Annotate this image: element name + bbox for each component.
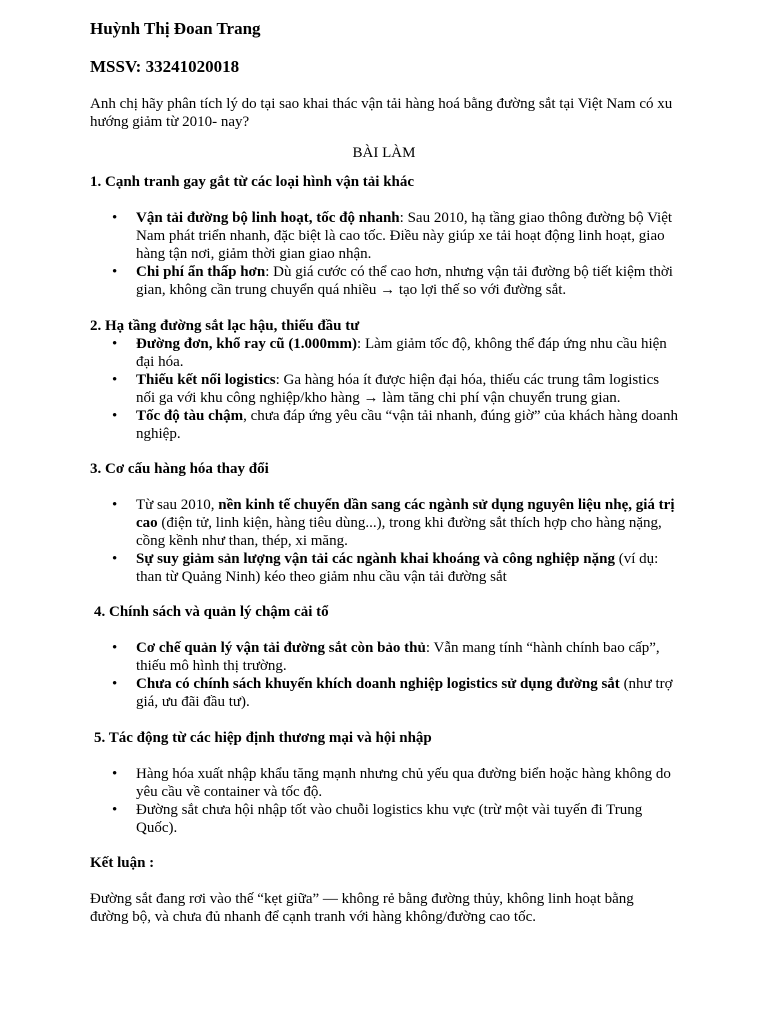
list-item	[90, 407, 680, 443]
list-item-bold: Đường đơn, khổ ray cũ (1.000mm)	[136, 336, 358, 352]
list-item	[90, 335, 680, 371]
section-4-list	[90, 639, 680, 711]
list-item-bold: Thiếu kết nối logistics	[136, 372, 276, 388]
list-item	[90, 801, 680, 837]
list-item-text: , chưa đáp ứng yêu cầu “vận tải nhanh, đúng giờ” của khách hàng doanh nghiệp.	[136, 408, 678, 442]
bai-lam-title: BÀI LÀM	[352, 145, 416, 161]
student-id: MSSV: 33241020018	[90, 57, 240, 76]
list-item-text: : Ga hàng hóa ít được hiện đại hóa, thiếu các trung tâm logistics nối ga với khu công nghiệp/kho hàng → làm tăng chi phí vận chuyển trung gian.	[136, 372, 660, 406]
list-item	[90, 371, 680, 407]
list-item	[90, 263, 680, 299]
section-5-heading: 5. Tác động từ các hiệp định thương mại và hội nhập	[94, 730, 432, 746]
section-5-list	[90, 765, 680, 837]
section-2-heading: 2. Hạ tầng đường sắt lạc hậu, thiếu đầu tư	[90, 318, 360, 334]
list-item-bold: Cơ chế quản lý vận tải đường sắt còn bảo thủ	[136, 640, 426, 656]
list-item-text: : Vẫn mang tính “hành chính bao cấp”, thiếu mô hình thị trường.	[136, 640, 660, 674]
list-item-text: (điện tử, linh kiện, hàng tiêu dùng...), trong khi đường sắt thích hợp cho hàng nặng, cồng kềnh như than, thép, xi măng.	[136, 515, 662, 549]
list-item-bold: Chưa có chính sách khuyến khích doanh nghiệp logistics sử dụng đường sắt	[136, 676, 620, 692]
list-item-bold: nền kinh tế chuyển dần sang các ngành sử dụng nguyên liệu nhẹ, giá trị cao	[136, 497, 675, 531]
section-2-list	[90, 335, 680, 443]
section-1-heading: 1. Cạnh tranh gay gắt từ các loại hình vận tải khác	[90, 174, 415, 190]
list-item-text: (như trợ giá, ưu đãi đầu tư).	[136, 676, 673, 710]
list-item-bold: Vận tải đường bộ linh hoạt, tốc độ nhanh	[136, 210, 400, 226]
list-item	[90, 496, 680, 550]
list-item-bold: Chi phí ẩn thấp hơn	[136, 264, 266, 280]
list-item	[90, 639, 680, 675]
list-item-prefix: Từ sau 2010,	[136, 497, 219, 513]
list-item	[90, 209, 680, 263]
author-name: Huỳnh Thị Đoan Trang	[90, 19, 261, 38]
section-3-list	[90, 496, 680, 586]
section-1-list	[90, 209, 680, 299]
list-item-text: : Làm giảm tốc độ, không thể đáp ứng nhu cầu hiện đại hóa.	[136, 336, 667, 370]
list-item	[90, 765, 680, 801]
list-item	[90, 550, 680, 586]
list-item-text: : Dù giá cước có thể cao hơn, nhưng vận tải đường bộ tiết kiệm thời gian, không cần trung chuyển quá nhiều → tạo lợi thế so với đường sắt.	[136, 264, 673, 298]
list-item-bold: Sự suy giảm sản lượng vận tải các ngành khai khoáng và công nghiệp nặng	[136, 551, 615, 567]
conclusion-heading: Kết luận :	[90, 855, 155, 871]
list-item-bold: Tốc độ tàu chậm	[136, 408, 244, 424]
conclusion-text: Đường sắt đang rơi vào thế “kẹt giữa” — không rẻ bằng đường thủy, không linh hoạt bằng đường bộ, và chưa đủ nhanh để cạnh tranh với hàng không/đường cao tốc.	[90, 891, 634, 925]
list-item-text: Đường sắt chưa hội nhập tốt vào chuỗi logistics khu vực (trừ một vài tuyến đi Trung Quốc).	[136, 802, 643, 836]
section-3-heading: 3. Cơ cấu hàng hóa thay đổi	[90, 461, 269, 477]
list-item-text: : Sau 2010, hạ tầng giao thông đường bộ Việt Nam phát triển nhanh, đặc biệt là cao tốc. Điều này giúp xe tải hoạt động linh hoạt, giao hàng tận nơi, giảm thời gian giao nhận.	[136, 210, 673, 262]
list-item-text: (ví dụ: than từ Quảng Ninh) kéo theo giảm nhu cầu vận tải đường sắt	[136, 551, 659, 585]
list-item	[90, 675, 680, 711]
question-text: Anh chị hãy phân tích lý do tại sao khai thác vận tải hàng hoá bằng đường sắt tại Việt Nam có xu hướng giảm từ 2010- nay?	[90, 96, 673, 130]
list-item-text: Hàng hóa xuất nhập khẩu tăng mạnh nhưng chủ yếu qua đường biển hoặc hàng không do yêu cầu về container và tốc độ.	[136, 766, 671, 800]
section-4-heading: 4. Chính sách và quản lý chậm cải tổ	[94, 604, 329, 620]
